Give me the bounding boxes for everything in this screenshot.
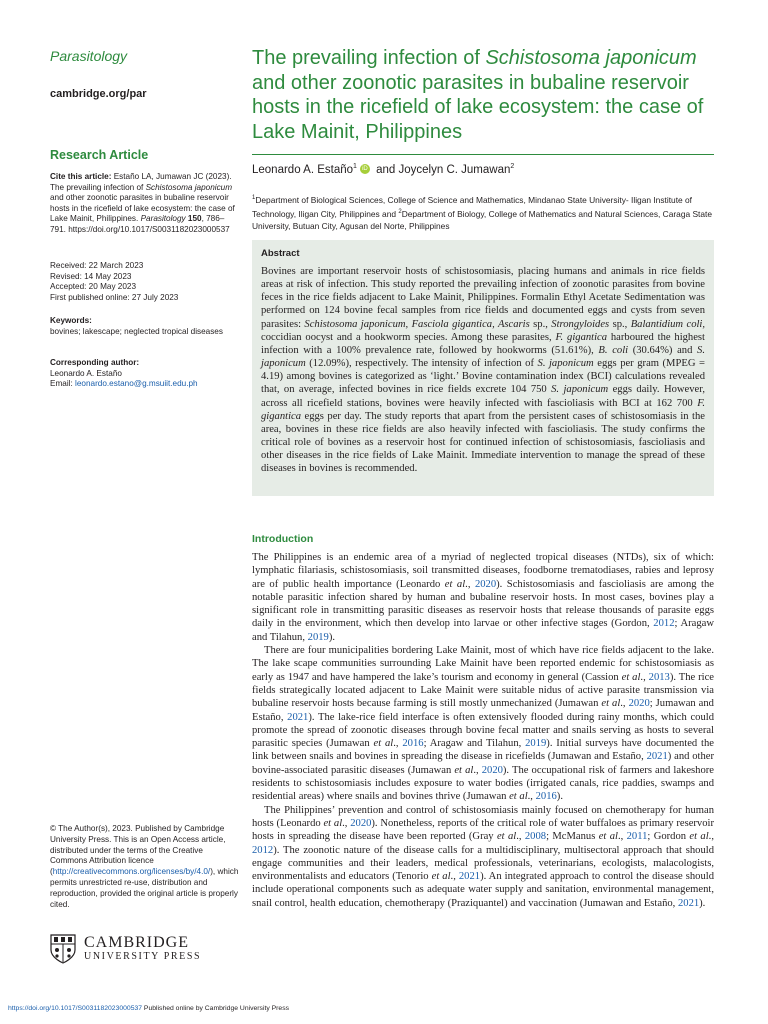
text-run: ). — [328, 631, 336, 643]
text-run: ., — [393, 738, 403, 750]
text-run: ., — [465, 578, 475, 590]
text-run: ., — [708, 831, 714, 843]
date-accepted: Accepted: 20 May 2023 — [50, 282, 137, 292]
text-run: ). Nonetheless, reports of the critical role of water buffaloes as primary reservoir hosts in spreading the disease have been reported (Gray — [252, 817, 714, 843]
text-italic: et al — [373, 738, 394, 750]
publisher-name — [84, 935, 201, 963]
intro-paragraph-3 — [252, 804, 714, 910]
citation-link[interactable]: 2016 — [535, 791, 557, 803]
text-run: ). The lake-rice field interface is often extensively flooded during rainy months, which could promote the spread of zoonotic diseases through bovine fecal matter and snails serving as hosts to several parasitic species (Jumawan — [252, 711, 714, 750]
text-italic: et al — [454, 764, 474, 776]
text-italic: et al — [689, 831, 709, 843]
citation-block — [50, 172, 240, 236]
affiliations — [252, 192, 718, 232]
text-run: ., — [473, 764, 482, 776]
license-link[interactable]: http://creativecommons.org/licenses/by/4.0/ — [52, 867, 211, 877]
text-run: The Philippines is an endemic area of a myriad of neglected tropical diseases (NTDs), six of which: lymphatic filariasis, schistosomiasis, soil transmitted diseases, foodborne trematodiases, rabies and leprosy are of public health importance (Leonardo — [252, 552, 714, 590]
keywords-block — [50, 316, 240, 337]
cite-species: Schistosoma japonicum — [145, 182, 233, 192]
citation-link[interactable]: 2020 — [474, 578, 497, 590]
citation-link[interactable]: 2020 — [628, 698, 650, 710]
author-1-affiliation: 1 — [353, 163, 357, 170]
text-run: ., — [527, 791, 536, 803]
text-run: ; Jumawan and Estaño, — [252, 698, 714, 723]
footer-text: Published online by Cambridge University Press — [142, 1005, 290, 1012]
orcid-icon[interactable]: iD — [360, 164, 370, 174]
abstract-run: Bovines are important reservoir hosts of schistosomiasis, placing humans and animals in rice fields areas at risk of infection. This study reported the prevailing infection of zoonotic parasites from bovine feces in the rice fields adjacent to Lake Mainit, Philippines. Formalin Ethyl Acetate Sedimentation was performed on 124 bovine fecal samples from rice fields and documented eggs and cysts from seven parasites: — [261, 266, 705, 330]
author-list — [252, 163, 514, 176]
title-divider — [252, 154, 714, 155]
email-label: Email: — [50, 379, 76, 389]
abstract-run: eggs daily. However, across all ricefield stations, bovines were heavily infected with fascioliasis with BCI at 162 700 — [261, 384, 705, 409]
keywords-label: Keywords: — [50, 316, 92, 325]
text-run: There are four municipalities bordering Lake Mainit, most of which have rice fields adjacent to the lake. The lake scape communities surrounding Lake Mainit have been reported endemic for schistosomiasis as early as 1947 and have hampered the lake’s tourism and economy in general (Cassion — [252, 645, 714, 683]
corresponding-email-row — [50, 379, 250, 390]
affiliation-text: Department of Biological Sciences, College of Science and Mathematics, Mindanao State University- Iligan Institute of Technology, Iligan City, Philippines and — [252, 194, 692, 219]
text-run: ). The zoonotic nature of the disease calls for a multidisciplinary, multisectoral approach that should engage communities and their leaders, medical professionals, veterinarians, ecologists, malacologists, environmentalists and educators (Tenorio — [252, 844, 714, 883]
citation-link[interactable]: 2012 — [252, 844, 274, 856]
abstract-species: Strongyloides — [551, 318, 610, 330]
text-run: ). The rice fields strategically located adjacent to Lake Mainit were suitable nidus of active parasite transmission via bubaline reservoir hosts because farming is still mostly unmechanized (Jumawan — [252, 671, 714, 710]
affiliation-marker: 1 — [252, 195, 256, 201]
title-text: and other zoonotic parasites in bubaline reservoir hosts in the ricefield of lake ecosystem: the case of Lake Mainit, Philippines — [252, 71, 704, 143]
journal-name: Parasitology — [50, 48, 128, 64]
citation-link[interactable]: 2012 — [653, 618, 675, 630]
citation-link[interactable]: 2021 — [677, 897, 700, 909]
publisher-name-line1: CAMBRIDGE — [84, 934, 190, 951]
introduction-heading: Introduction — [252, 533, 314, 545]
intro-paragraph-1 — [252, 551, 714, 644]
date-published: First published online: 27 July 2023 — [50, 292, 179, 302]
intro-paragraph-2 — [252, 644, 714, 804]
publisher-name-line2: UNIVERSITY PRESS — [84, 951, 202, 962]
keywords-text: bovines; lakescape; neglected tropical diseases — [50, 326, 223, 336]
citation-link[interactable]: 2021 — [646, 751, 668, 763]
text-run: ). — [556, 791, 563, 803]
abstract-species: S. japonicum — [551, 384, 609, 396]
abstract-heading: Abstract — [261, 248, 300, 259]
abstract-species: Balantidium coli, — [630, 318, 706, 330]
citation-link[interactable]: 2020 — [481, 764, 503, 776]
text-run: ., — [450, 871, 459, 883]
article-title — [252, 46, 722, 144]
publisher-logo — [50, 934, 201, 964]
citation-link[interactable]: 2008 — [524, 831, 547, 843]
cite-label: Cite this article: — [50, 172, 112, 181]
abstract-run: eggs per day. The study reports that apart from the persistent cases of schistosomiasis in the area, bovines in these rice fields are also heavily infected with fascioliasis. The study confirms the critical role of bovines as a reservoir host for continued infection of schistosomiasis, fascioliasis and other diseases in the rice fields of Lake Mainit. Immediate intervention to manage the spread of these diseases in bovines is recommended. — [261, 410, 705, 475]
citation-link[interactable]: 2021 — [287, 711, 309, 723]
license-block — [50, 824, 240, 910]
text-run: ). — [699, 897, 706, 909]
citation-link[interactable]: 2021 — [458, 871, 481, 883]
citation-link[interactable]: 2013 — [648, 671, 670, 683]
abstract-run: harboured the highest infection with a 100% prevalence rate, followed by hookworms (51.61%), — [261, 331, 705, 356]
citation-link[interactable]: 2020 — [350, 817, 372, 829]
abstract-species: S. japonicum — [261, 344, 705, 370]
affiliation-marker: 2 — [398, 208, 402, 215]
abstract-run: sp., — [609, 318, 631, 330]
date-revised: Revised: 14 May 2023 — [50, 271, 132, 281]
title-species: Schistosoma japonicum — [485, 47, 697, 69]
abstract-run: (12.09%), respectively. The intensity of infection of — [305, 358, 538, 370]
text-run: ; Aragaw and Tilahun, — [252, 618, 714, 643]
cite-journal: Parasitology — [140, 214, 186, 224]
abstract-species: F. gigantica — [555, 331, 608, 343]
journal-site-link[interactable]: cambridge.org/par — [50, 88, 147, 100]
text-italic: et al — [509, 791, 528, 803]
cite-volume: 150 — [185, 214, 202, 224]
abstract-box — [252, 240, 714, 496]
abstract-species: S. japonicum — [537, 358, 594, 370]
text-run: ; Gordon — [647, 831, 690, 843]
introduction-body — [252, 551, 714, 910]
text-run: ). Initial surveys have documented the link between snails and bovines in spreading the disease in ricefields (Jumawan and Estaño, — [252, 738, 714, 763]
text-run: ). An integrated approach to control the disease should include operational components such as adequate water supply and sanitation, environmental management, snail control, health education, chemotherapy (Praziquantel) and vaccination (Jumawan and Estaño, — [252, 871, 714, 909]
text-run: The Philippines’ prevention and control of schistosomiasis mainly focused on chemotherapy for human hosts (Leonardo — [252, 804, 714, 829]
corresponding-author-block — [50, 358, 250, 390]
text-run: ; Aragaw and Tilahun, — [423, 738, 526, 750]
text-run: ., — [342, 817, 351, 829]
text-run: ). The occupational risk of farmers and lakeshore residents to schistosomiasis includes exposure to water bodies (irrigated canals, rice paddies, swamps and residential areas) where snails and bovines thrive (Jumawan — [252, 764, 714, 803]
text-italic: et al — [323, 817, 343, 829]
license-text: ), which permits unrestricted re-use, distribution and reproduction, provided the original article is properly cited. — [50, 867, 239, 909]
abstract-run: (30.64%) and — [628, 344, 698, 356]
text-italic: et al — [431, 871, 451, 883]
corresponding-label: Corresponding author: — [50, 358, 140, 367]
author-2[interactable]: and Joycelyn C. Jumawan — [372, 163, 511, 176]
email-link[interactable]: leonardo.estano@g.msuiit.edu.ph — [75, 379, 198, 389]
cite-text: Estaño LA, Jumawan JC (2023). The prevailing infection of — [50, 172, 232, 192]
title-text: The prevailing infection of — [252, 47, 486, 69]
citation-link[interactable]: 2019 — [307, 631, 329, 643]
text-italic: et al — [598, 831, 618, 843]
footer-doi-link[interactable]: https://doi.org/10.1017/S0031182023000537 — [8, 1005, 143, 1012]
cite-text: and other zoonotic parasites in bubaline reservoir hosts in the ricefield of lake ecosystem: the case of Lake Mainit, Philippines. — [50, 193, 235, 224]
cite-doi: , 786–791. https://doi.org/10.1017/S0031182023000537 — [50, 214, 230, 234]
citation-link[interactable]: 2011 — [626, 831, 648, 843]
author-1[interactable]: Leonardo A. Estaño — [252, 163, 354, 176]
text-run: ., — [640, 671, 649, 683]
date-received: Received: 22 March 2023 — [50, 261, 144, 270]
text-italic: et al — [496, 831, 517, 843]
text-run: ; McManus — [546, 831, 599, 843]
license-text: © The Author(s), 2023. Published by Cambridge University Press. This is an Open Access article, distributed under the terms of the Creative Commons Attribution licence ( — [50, 824, 226, 877]
abstract-run: sp., — [529, 318, 552, 330]
text-run: ., — [620, 698, 629, 710]
abstract-species: F. gigantica — [261, 397, 705, 422]
article-type: Research Article — [50, 148, 149, 162]
text-italic: et al — [621, 671, 641, 683]
citation-link[interactable]: 2016 — [402, 738, 424, 750]
affiliation-text: Department of Biology, College of Mathematics and Natural Sciences, Caraga State University, Butuan City, Agusan del Norte, Philippines — [252, 208, 713, 231]
corresponding-name: Leonardo A. Estaño — [50, 368, 122, 378]
text-run: ., — [617, 831, 627, 843]
article-dates — [50, 261, 240, 303]
text-italic: et al — [444, 578, 466, 590]
text-italic: et al — [601, 698, 621, 710]
page-footer — [8, 1005, 289, 1012]
abstract-species: B. coli — [598, 344, 629, 356]
citation-link[interactable]: 2019 — [525, 738, 547, 750]
abstract-species: Schistosoma japonicum, Fasciola gigantica, Ascaris — [304, 318, 530, 330]
text-run: ) and other bovine-associated parasitic diseases (Jumawan — [252, 751, 714, 776]
abstract-text — [261, 265, 705, 476]
abstract-run: eggs per gram (MPEG = 4.19) among bovines is categorized as ‘light.’ Bovine contamination index (BCI) calculations revealed that, on average, infected bovines in rice fields excrete 104 750 — [261, 358, 705, 396]
text-run: ). Schistosomiasis and fascioliasis are among the notable parasitic infection shared by human and bubaline reservoir hosts. In most cases, bovines play a significant role in transmitting parasitic diseases as reservoir hosts that release thousands of parasite eggs daily in the environment, which then develop into larvae or other infective stages (Gordon, — [252, 578, 714, 630]
cambridge-crest-icon — [50, 934, 76, 964]
abstract-run: coccidian oocyst and a hookworm species. Among these parasites, — [261, 331, 556, 343]
text-run: ., — [516, 831, 525, 843]
author-2-affiliation: 2 — [510, 163, 515, 170]
